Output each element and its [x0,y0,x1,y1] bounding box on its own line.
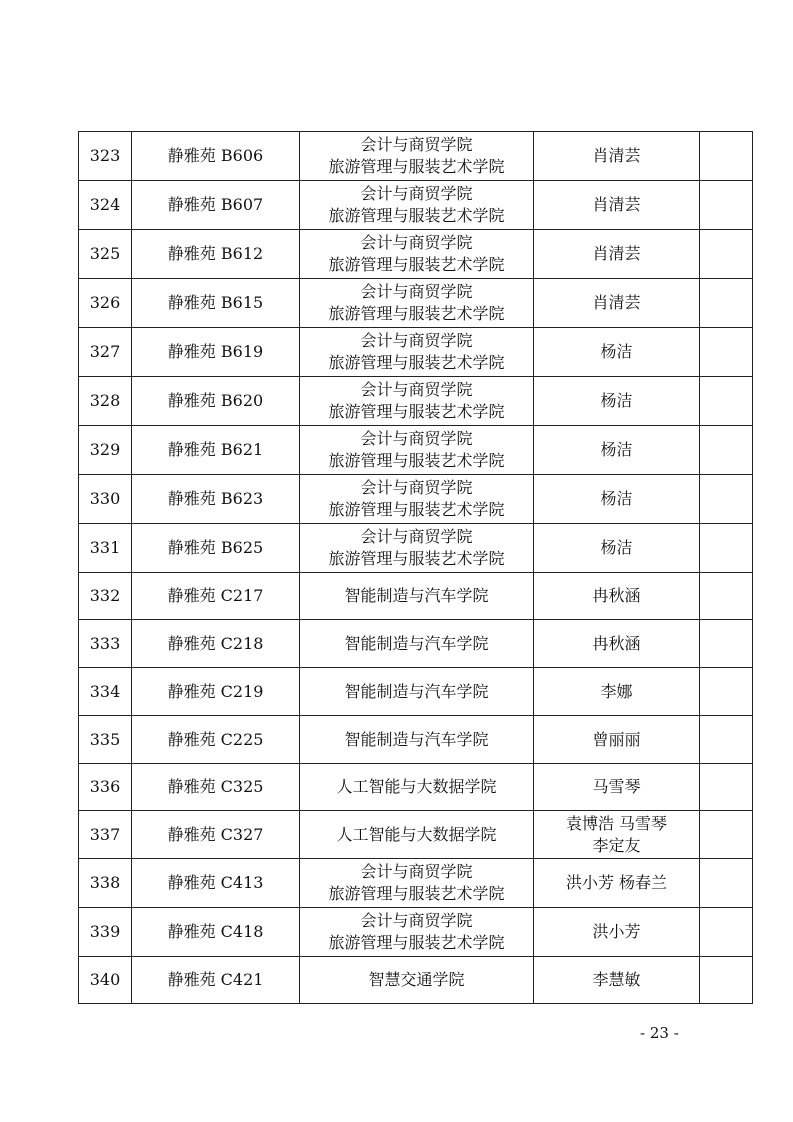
college-name: 旅游管理与服装艺术学院 [328,933,505,952]
college-name: 会计与商贸学院 [360,429,473,448]
note-cell [700,230,753,279]
table-row [79,475,753,524]
staff-cell [534,328,700,377]
table-row [79,230,753,279]
college-name: 会计与商贸学院 [360,233,473,252]
note-cell [700,426,753,475]
table-row [79,524,753,573]
staff-cell [534,181,700,230]
room-cell: 静雅苑 C421 [132,957,300,1004]
note-cell [700,764,753,811]
table-row [79,668,753,716]
row-number-cell: 333 [79,620,132,668]
college-name: 旅游管理与服装艺术学院 [328,304,505,323]
college-cell [300,181,534,230]
college-name: 智慧交通学院 [368,970,465,989]
table-row [79,279,753,328]
staff-name: 洪小芳 杨春兰 [565,873,668,892]
row-number-cell: 327 [79,328,132,377]
staff-name: 曾丽丽 [592,729,641,749]
college-name: 会计与商贸学院 [360,282,473,301]
note-cell [700,279,753,328]
room-cell: 静雅苑 B621 [132,426,300,475]
table-row [79,957,753,1004]
row-number-cell: 335 [79,716,132,764]
staff-name: 杨洁 [600,342,633,361]
college-cell [300,573,534,620]
college-name: 智能制造与汽车学院 [344,729,489,749]
staff-cell [534,426,700,475]
college-cell [300,764,534,811]
table-row [79,377,753,426]
staff-name: 冉秋涵 [592,586,641,605]
table-body [79,132,753,1004]
table-row [79,859,753,908]
room-cell: 静雅苑 C325 [132,764,300,811]
row-number-cell: 337 [79,811,132,859]
college-name: 旅游管理与服装艺术学院 [328,402,505,421]
college-name: 会计与商贸学院 [360,331,473,350]
staff-cell [534,957,700,1004]
table-row [79,811,753,859]
staff-cell [534,279,700,328]
room-cell: 静雅苑 C219 [132,668,300,716]
row-number-cell: 328 [79,377,132,426]
note-cell [700,620,753,668]
note-cell [700,475,753,524]
college-name: 旅游管理与服装艺术学院 [328,255,505,274]
row-number-cell: 340 [79,957,132,1004]
staff-name: 李定友 [592,835,641,855]
staff-cell [534,764,700,811]
staff-cell [534,230,700,279]
college-name: 会计与商贸学院 [360,527,473,546]
staff-name: 肖清芸 [592,146,641,165]
college-name: 会计与商贸学院 [360,911,473,930]
college-name: 智能制造与汽车学院 [344,586,489,605]
table-row [79,764,753,811]
college-cell [300,524,534,573]
college-name: 旅游管理与服装艺术学院 [328,549,505,568]
staff-cell [534,668,700,716]
college-name: 人工智能与大数据学院 [336,777,497,796]
college-name: 旅游管理与服装艺术学院 [328,500,505,519]
note-cell [700,859,753,908]
staff-name: 洪小芳 [592,922,641,941]
room-cell: 静雅苑 C327 [132,811,300,859]
page-number: - 23 - [640,1024,679,1042]
room-cell: 静雅苑 B615 [132,279,300,328]
college-name: 旅游管理与服装艺术学院 [328,157,505,176]
room-cell: 静雅苑 B620 [132,377,300,426]
row-number-cell: 331 [79,524,132,573]
row-number-cell: 332 [79,573,132,620]
college-name: 智能制造与汽车学院 [344,681,489,701]
note-cell [700,524,753,573]
room-cell: 静雅苑 C217 [132,573,300,620]
table-row [79,620,753,668]
staff-name: 肖清芸 [592,195,641,214]
note-cell [700,716,753,764]
row-number-cell: 334 [79,668,132,716]
table-row [79,181,753,230]
staff-name: 杨洁 [600,489,633,508]
staff-name: 杨洁 [600,391,633,410]
table-row [79,328,753,377]
note-cell [700,811,753,859]
room-cell: 静雅苑 B619 [132,328,300,377]
staff-cell [534,716,700,764]
staff-cell [534,377,700,426]
staff-cell [534,620,700,668]
note-cell [700,573,753,620]
row-number-cell: 323 [79,132,132,181]
table-row [79,426,753,475]
note-cell [700,132,753,181]
table-row [79,573,753,620]
college-cell [300,377,534,426]
note-cell [700,668,753,716]
room-cell: 静雅苑 B607 [132,181,300,230]
note-cell [700,328,753,377]
college-name: 旅游管理与服装艺术学院 [328,884,505,903]
row-number-cell: 324 [79,181,132,230]
staff-cell [534,573,700,620]
staff-name: 马雪琴 [592,777,641,796]
row-number-cell: 339 [79,908,132,957]
table-row [79,908,753,957]
note-cell [700,181,753,230]
staff-name: 杨洁 [600,440,633,459]
college-cell [300,279,534,328]
college-cell [300,668,534,716]
staff-name: 李娜 [600,681,633,701]
row-number-cell: 338 [79,859,132,908]
staff-name: 肖清芸 [592,244,641,263]
staff-name: 袁博浩 马雪琴 [565,813,668,833]
note-cell [700,908,753,957]
staff-name: 杨洁 [600,538,633,557]
room-cell: 静雅苑 B623 [132,475,300,524]
room-cell: 静雅苑 B625 [132,524,300,573]
staff-cell [534,475,700,524]
college-cell [300,132,534,181]
college-name: 智能制造与汽车学院 [344,633,489,653]
college-cell [300,811,534,859]
college-cell [300,426,534,475]
college-name: 旅游管理与服装艺术学院 [328,451,505,470]
staff-cell [534,859,700,908]
staff-name: 李慧敏 [592,970,641,989]
college-cell [300,328,534,377]
staff-name: 冉秋涵 [592,633,641,653]
staff-cell [534,908,700,957]
row-number-cell: 329 [79,426,132,475]
staff-name: 肖清芸 [592,293,641,312]
dorm-assignment-table [78,131,753,1004]
college-cell [300,908,534,957]
row-number-cell: 326 [79,279,132,328]
college-name: 会计与商贸学院 [360,478,473,497]
college-name: 会计与商贸学院 [360,380,473,399]
room-cell: 静雅苑 C418 [132,908,300,957]
row-number-cell: 336 [79,764,132,811]
college-cell [300,620,534,668]
staff-cell [534,811,700,859]
college-name: 会计与商贸学院 [360,135,473,154]
row-number-cell: 330 [79,475,132,524]
college-cell [300,475,534,524]
room-cell: 静雅苑 C225 [132,716,300,764]
room-cell: 静雅苑 B612 [132,230,300,279]
college-cell [300,957,534,1004]
note-cell [700,957,753,1004]
college-name: 会计与商贸学院 [360,862,473,881]
room-cell: 静雅苑 C413 [132,859,300,908]
college-cell [300,230,534,279]
note-cell [700,377,753,426]
staff-cell [534,132,700,181]
college-cell [300,716,534,764]
room-cell: 静雅苑 C218 [132,620,300,668]
room-cell: 静雅苑 B606 [132,132,300,181]
table-row [79,716,753,764]
college-name: 旅游管理与服装艺术学院 [328,353,505,372]
college-name: 会计与商贸学院 [360,184,473,203]
college-cell [300,859,534,908]
staff-cell [534,524,700,573]
college-name: 旅游管理与服装艺术学院 [328,206,505,225]
table-row [79,132,753,181]
row-number-cell: 325 [79,230,132,279]
college-name: 人工智能与大数据学院 [336,824,497,844]
